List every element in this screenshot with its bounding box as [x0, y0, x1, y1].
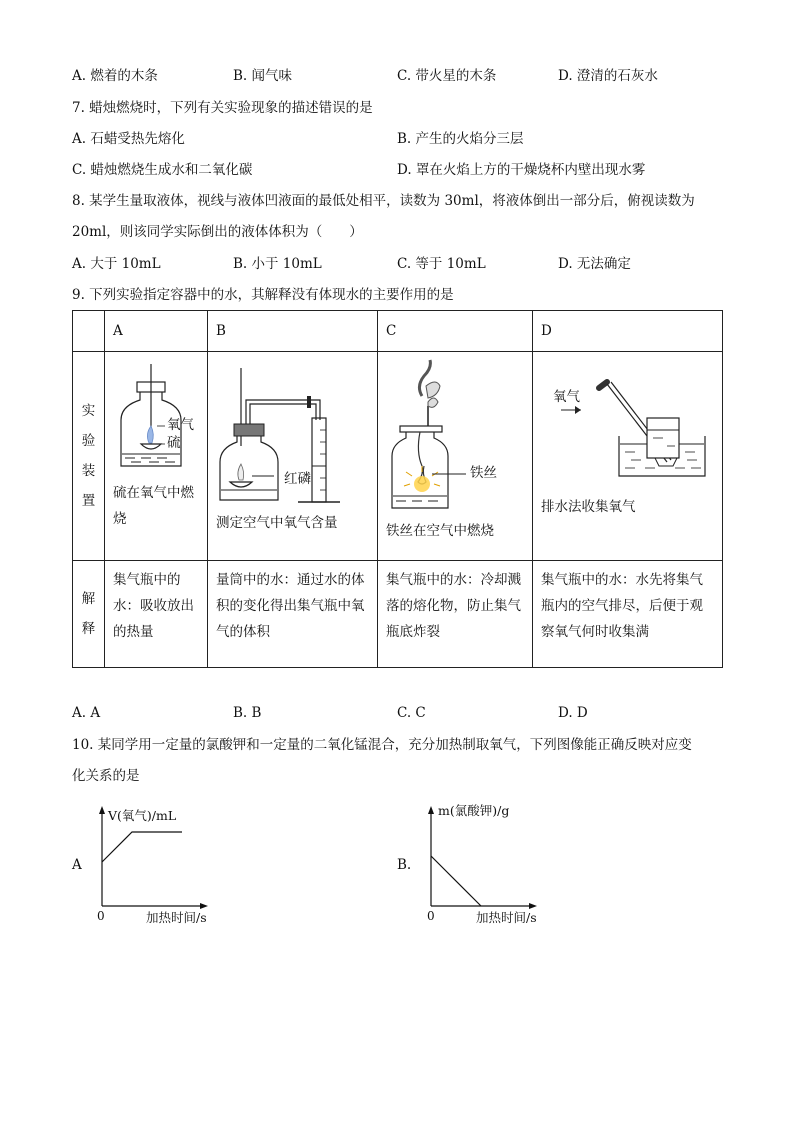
cell-a-apparatus [105, 352, 208, 561]
label-sulfur: 硫 [167, 435, 181, 451]
explain-a: 集气瓶中的水：吸收放出的热量 [105, 561, 208, 668]
caption-a: 硫在氧气中燃烧 [113, 485, 194, 527]
q9-experiment-table [72, 310, 723, 668]
table-corner [73, 311, 105, 352]
graph-b-option[interactable]: B. [397, 857, 412, 873]
cell-d-apparatus [533, 352, 723, 561]
q8-stem-line2: 20ml，则该同学实际倒出的液体体积为（ ） [72, 224, 363, 240]
q8-option-a[interactable]: A. 大于 10mL [72, 256, 161, 272]
header-a: A [105, 311, 208, 352]
q6-option-d[interactable]: D. 澄清的石灰水 [558, 68, 658, 84]
q7-option-c[interactable]: C. 蜡烛燃烧生成水和二氧化碳 [72, 162, 253, 178]
row-label-explanation: 解 释 [73, 561, 105, 668]
q10-stem-line1: 10. 某同学用一定量的氯酸钾和一定量的二氧化锰混合，充分加热制取氧气，下列图像能正确反映对应变 [72, 737, 692, 753]
q6-option-b[interactable]: B. 闻气味 [233, 68, 293, 84]
q8-option-d[interactable]: D. 无法确定 [558, 256, 631, 272]
explain-b: 量筒中的水：通过水的体积的变化得出集气瓶中氧气的体积 [208, 561, 378, 668]
label-red-phosphorus: 红磷 [284, 471, 311, 487]
explain-c: 集气瓶中的水：冷却溅落的熔化物，防止集气瓶底炸裂 [378, 561, 533, 668]
q9-option-c[interactable]: C. C [397, 705, 426, 721]
header-b: B [208, 311, 378, 352]
q7-stem: 7. 蜡烛燃烧时，下列有关实验现象的描述错误的是 [72, 100, 373, 116]
cell-c-apparatus [378, 352, 533, 561]
q9-option-b[interactable]: B. B [233, 705, 262, 721]
q10-stem-line2: 化关系的是 [72, 768, 140, 784]
graph-a-ylabel: V(氧气)/mL [108, 808, 177, 823]
caption-c: 铁丝在空气中燃烧 [386, 523, 494, 539]
label-iron-wire: 铁丝 [470, 465, 497, 481]
q8-option-c[interactable]: C. 等于 10mL [397, 256, 486, 272]
label-oxygen-a: 氧气 [167, 417, 194, 433]
row-label-experiment: 实 验 装 置 [73, 352, 105, 561]
cell-b-apparatus [208, 352, 378, 561]
q7-option-b[interactable]: B. 产生的火焰分三层 [397, 131, 524, 147]
q8-stem-line1: 8. 某学生量取液体，视线与液体凹液面的最低处相平，读数为 30ml，将液体倒出一部分后，俯视读数为 [72, 193, 695, 209]
graph-a-xlabel: 加热时间/s [146, 910, 207, 925]
graph-b-xlabel: 加热时间/s [476, 910, 537, 925]
q6-option-c[interactable]: C. 带火星的木条 [397, 68, 497, 84]
graph-a-origin: 0 [97, 909, 105, 923]
caption-d: 排水法收集氧气 [541, 499, 636, 515]
q7-option-d[interactable]: D. 罩在火焰上方的干燥烧杯内壁出现水雾 [397, 162, 646, 178]
water-displacement-collection-icon [535, 366, 720, 486]
q9-option-a[interactable]: A. A [72, 705, 101, 721]
header-d: D [533, 311, 723, 352]
graph-b-ylabel: m(氯酸钾)/g [438, 803, 510, 818]
q9-option-d[interactable]: D. D [558, 705, 588, 721]
caption-b: 测定空气中氧气含量 [216, 515, 338, 531]
label-oxygen-d: 氧气 [553, 389, 580, 405]
q6-option-a[interactable]: A. 燃着的木条 [72, 68, 158, 84]
graph-a-option[interactable]: A [72, 857, 82, 873]
q7-option-a[interactable]: A. 石蜡受热先熔化 [72, 131, 185, 147]
q9-stem: 9. 下列实验指定容器中的水，其解释没有体现水的主要作用的是 [72, 287, 454, 303]
explain-d: 集气瓶中的水：水先将集气瓶内的空气排尽，后便于观察氧气何时收集满 [533, 561, 723, 668]
header-c: C [378, 311, 533, 352]
iron-wire-burning-apparatus-icon [382, 356, 532, 526]
graph-b-origin: 0 [427, 909, 435, 923]
q8-option-b[interactable]: B. 小于 10mL [233, 256, 322, 272]
